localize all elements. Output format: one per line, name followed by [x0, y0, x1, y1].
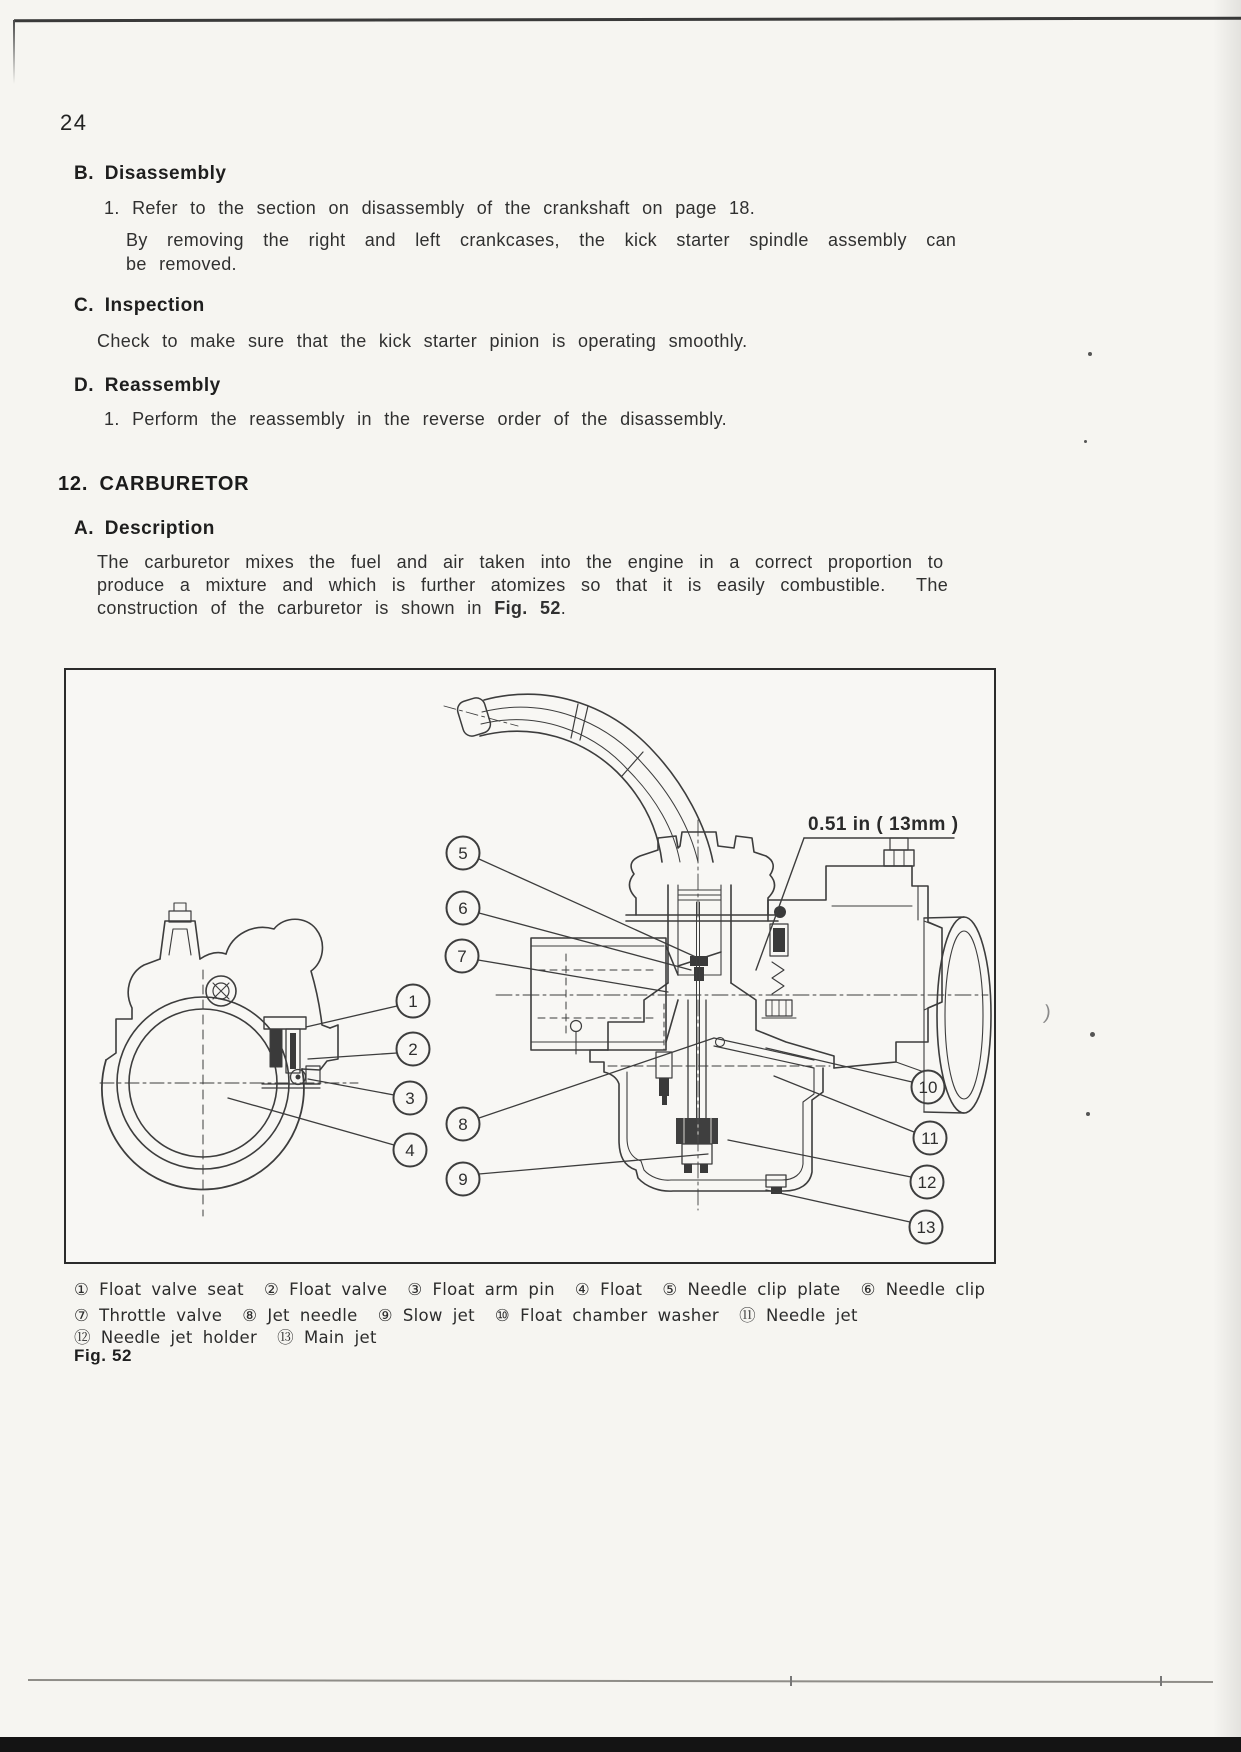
intake-venturi [531, 938, 678, 1050]
float-valve-tower [762, 838, 942, 1068]
page-edge-shadow [1213, 0, 1241, 1752]
callout-1: 1 [408, 992, 418, 1011]
reassembly-line-1: 1. Perform the reassembly in the reverse order of the disassembly. [104, 409, 727, 429]
heading-reassembly: D. Reassembly [74, 375, 221, 396]
description-line-1: The carburetor mixes the fuel and air taken into the engine in a correct proportion to [97, 552, 944, 572]
scan-edge-left [13, 20, 15, 84]
heading-carburetor: 12. CARBURETOR [58, 473, 250, 495]
heading-inspection: C. Inspection [74, 295, 205, 316]
figure-label: Fig. 52 [74, 1346, 133, 1365]
carburetor-diagram [66, 670, 994, 1262]
callout-9: 9 [458, 1170, 468, 1189]
callout-12: 12 [917, 1173, 937, 1192]
jet-assembly [656, 1000, 814, 1173]
scan-speck [1090, 1032, 1095, 1037]
callout-2: 2 [408, 1040, 418, 1059]
left-view-carburetor-body [100, 903, 358, 1216]
scan-speck [1086, 1112, 1090, 1116]
callout-numbers [405, 844, 939, 1237]
carburetor-cap-boot [626, 832, 778, 921]
scan-edge-top [14, 17, 1241, 23]
callout-4: 4 [405, 1141, 415, 1160]
dimension-label: 0.51 in ( 13mm ) [808, 814, 959, 835]
disassembly-line-1: 1. Refer to the section on disassembly of the crankshaft on page 18. [104, 198, 756, 218]
callout-3: 3 [405, 1089, 415, 1108]
scan-speck [1088, 352, 1092, 356]
figure-caption-line-1: ① Float valve seat ② Float valve ③ Float arm pin ④ Float ⑤ Needle clip plate ⑥ Needle clip [74, 1280, 986, 1299]
callout-circles [394, 837, 947, 1244]
disassembly-line-3: be removed. [126, 254, 237, 274]
description-line-2: produce a mixture and which is further atomizes so that it is easily combustible. The [97, 575, 949, 595]
heading-description: A. Description [74, 518, 215, 539]
figure-reference: Fig. 52 [494, 598, 561, 618]
scan-tick [790, 1676, 792, 1686]
callout-7: 7 [457, 947, 467, 966]
figure-52-frame [64, 668, 996, 1264]
scan-tick [1160, 1676, 1162, 1686]
callout-11: 11 [921, 1129, 939, 1148]
leader-lines [228, 859, 914, 1222]
disassembly-line-2: By removing the right and left crankcases, the kick starter spindle assembly can [126, 230, 957, 250]
figure-caption-line-2: ⑦ Throttle valve ⑧ Jet needle ⑨ Slow jet ⑩ Float chamber washer ⑪ Needle jet [74, 1306, 858, 1325]
inspection-line-1: Check to make sure that the kick starter pinion is operating smoothly. [97, 331, 748, 351]
callout-13: 13 [916, 1218, 936, 1237]
page-number: 24 [60, 110, 88, 135]
callout-8: 8 [458, 1115, 468, 1134]
heading-disassembly: B. Disassembly [74, 163, 227, 184]
scan-mark-paren: ) [1042, 1001, 1053, 1025]
scan-edge-bottom-line [28, 1679, 1213, 1683]
scan-edge-bottom-bar [0, 1737, 1241, 1752]
callout-10: 10 [918, 1078, 938, 1097]
callout-5: 5 [458, 844, 468, 863]
description-line-3-period: . [560, 598, 567, 618]
throttle-valve-cylinder [668, 885, 731, 1144]
description-line-3 [97, 598, 566, 619]
scan-speck [1084, 440, 1087, 443]
main-view-carburetor-section [444, 694, 991, 1210]
callout-6: 6 [458, 899, 468, 918]
figure-caption-line-3: ⑫ Needle jet holder ⑬ Main jet [74, 1328, 377, 1347]
description-line-3-text: construction of the carburetor is shown in [97, 598, 495, 618]
